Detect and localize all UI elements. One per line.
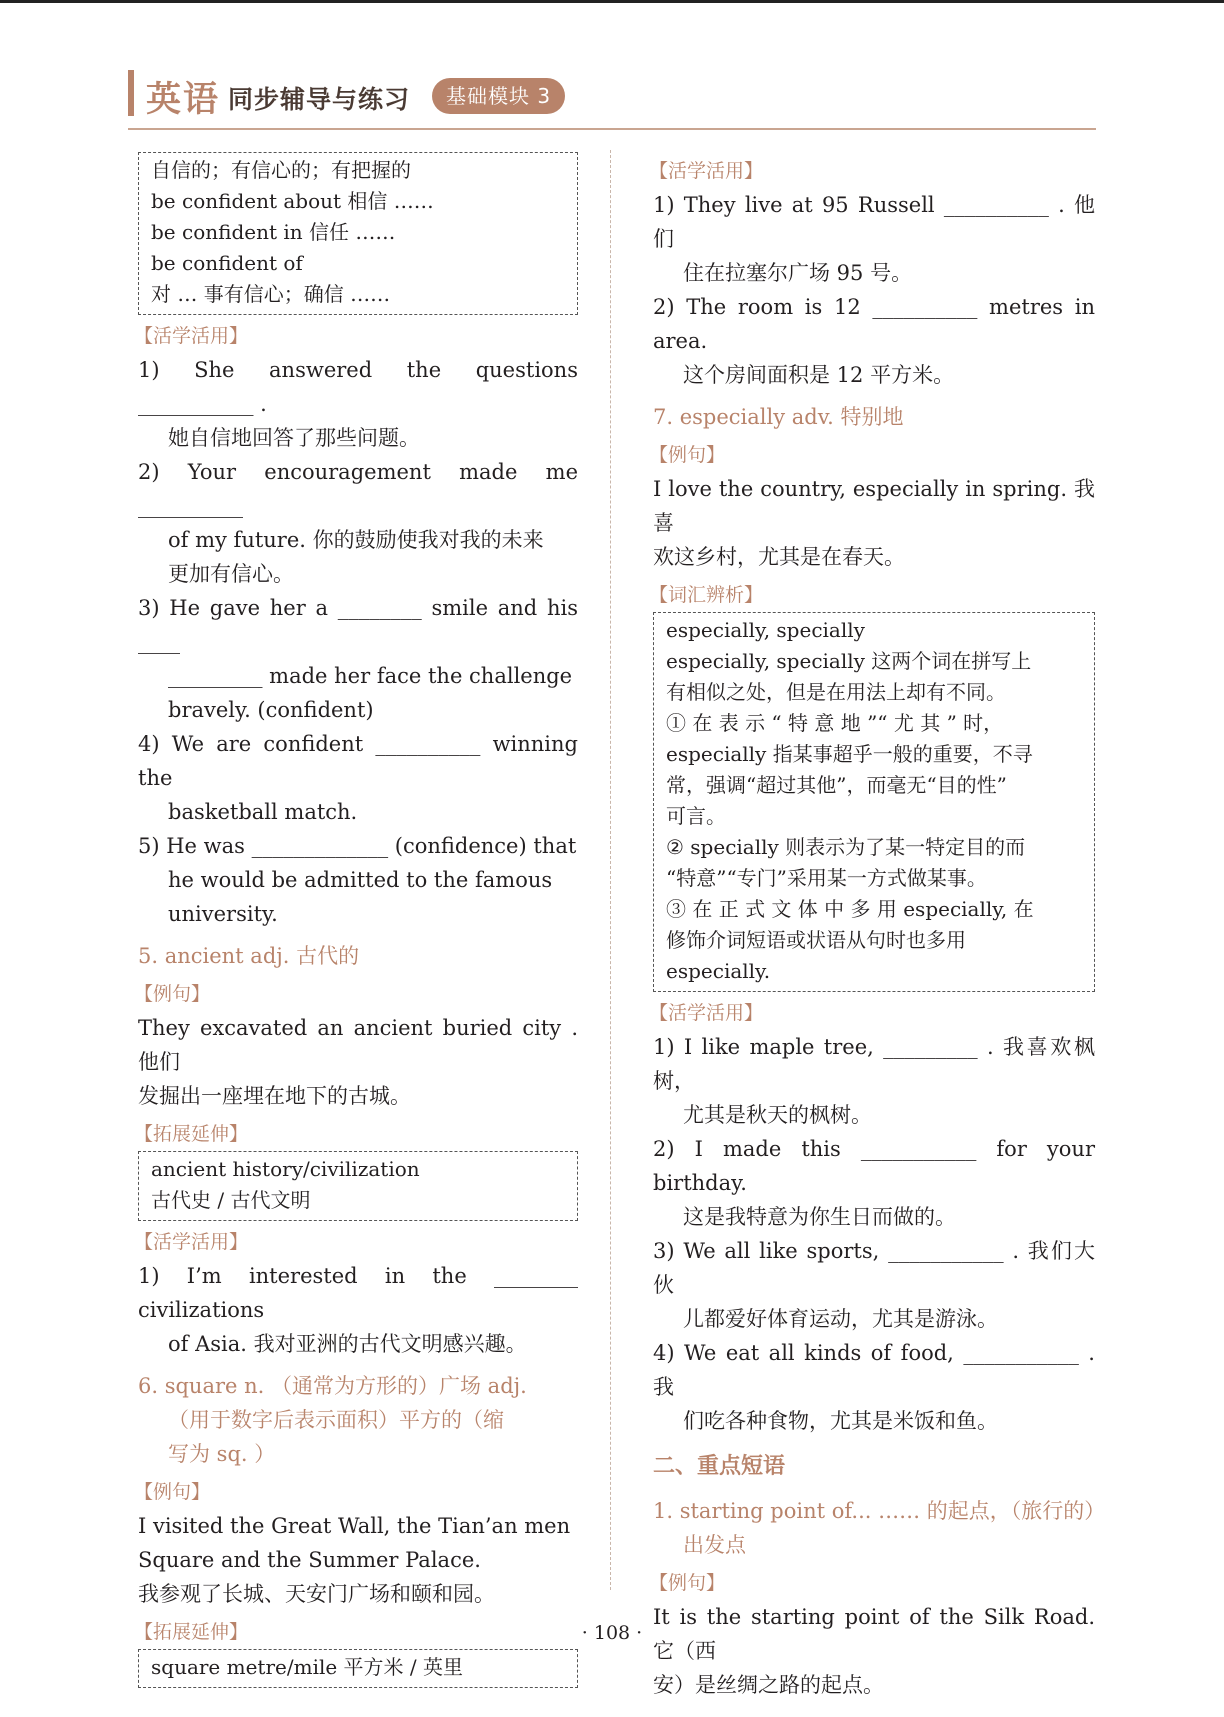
box-line: be confident about 相信 ……: [151, 189, 434, 213]
box-line: be confident of: [151, 251, 303, 275]
box-line: especially.: [666, 959, 771, 983]
exercise-translation: 这是我特意为你生日而做的。: [683, 1205, 956, 1229]
box-line: 有相似之处，但是在用法上却有不同。: [666, 680, 1006, 704]
box-line: ② specially 则表示为了某一特定目的而: [666, 835, 1026, 859]
tag-practice: 【活学活用】: [134, 1231, 249, 1253]
exercise-line: 5) He was _____________ (confidence) that: [138, 834, 577, 858]
header-badge: 基础模块 3: [432, 78, 565, 114]
box-line: ① 在 表 示 “ 特 意 地 ”“ 尤 其 ” 时，: [666, 711, 1004, 735]
exercise-line: 2) Your encouragement made me __________: [138, 460, 578, 518]
column-divider: [610, 150, 611, 1590]
tag-practice: 【活学活用】: [649, 160, 764, 182]
tag-example: 【例句】: [134, 983, 211, 1005]
extend-box-square: [138, 1649, 578, 1688]
left-column: [134, 150, 578, 1692]
header-title: 英语: [146, 80, 221, 120]
exercise-translation: 住在拉塞尔广场 95 号。: [683, 261, 913, 285]
box-line: ancient history/civilization: [151, 1157, 420, 1181]
entry-square: [138, 1369, 578, 1471]
definition-box-confident: [138, 152, 578, 315]
box-line: especially, specially: [666, 618, 865, 642]
tag-analysis: 【词汇辨析】: [649, 584, 764, 606]
exercise-line: bravely. (confident): [168, 698, 374, 722]
box-line: 修饰介词短语或状语从句时也多用: [666, 928, 966, 952]
exercise-line: of my future. 你的鼓励使我对我的未来: [168, 528, 544, 552]
exercise-translation: 她自信地回答了那些问题。: [168, 426, 420, 450]
tag-extend: 【拓展延伸】: [134, 1123, 249, 1145]
example-line: I visited the Great Wall, the Tian’an men: [138, 1514, 571, 1538]
example-line: 发掘出一座埋在地下的古城。: [138, 1084, 411, 1108]
example-line: They excavated an ancient buried city . 他们: [138, 1016, 578, 1074]
tag-example: 【例句】: [134, 1481, 211, 1503]
section-heading-phrases: 二、重点短语: [653, 1454, 786, 1479]
entry-line: 6. square n. （通常为方形的）广场 adj.: [138, 1374, 527, 1398]
exercise-translation: 们吃各种食物，尤其是米饭和鱼。: [683, 1409, 998, 1433]
header-accent-bar: [128, 70, 134, 116]
tag-example: 【例句】: [649, 1572, 726, 1594]
entry-starting-point: [653, 1494, 1106, 1562]
exercise-line: 1) I like maple tree, _________ . 我喜欢枫树，: [653, 1035, 1095, 1093]
exercise-line: 3) We all like sports, ___________ . 我们大伙: [653, 1239, 1095, 1297]
box-line: “特意”“专门”采用某一方式做某事。: [666, 866, 987, 890]
header-subtitle: 同步辅导与练习: [228, 85, 411, 114]
analysis-box-especially: [653, 612, 1095, 992]
exercise-translation: of Asia. 我对亚洲的古代文明感兴趣。: [168, 1332, 527, 1356]
entry-line: 1. starting point of... …… 的起点，（旅行的）: [653, 1499, 1106, 1523]
box-line: especially, specially 这两个词在拼写上: [666, 649, 1032, 673]
box-line: especially 指某事超乎一般的重要，不寻: [666, 742, 1033, 766]
exercise-line: university.: [168, 902, 278, 926]
box-line: 常，强调“超过其他”，而毫无“目的性”: [666, 773, 1007, 797]
example-line: It is the starting point of the Silk Road. 它（西: [653, 1605, 1095, 1663]
exercise-translation: 更加有信心。: [168, 562, 294, 586]
header-rule: [128, 128, 1096, 130]
page-number: · 108 ·: [581, 1622, 643, 1644]
exercise-line: 2) I made this ___________ for your birthday.: [653, 1137, 1095, 1195]
exercise-line: 1) They live at 95 Russell __________ . 他们: [653, 193, 1095, 251]
exercise-line: basketball match.: [168, 800, 358, 824]
exercise-line: 4) We are confident __________ winning the: [138, 732, 578, 790]
tag-practice: 【活学活用】: [649, 1002, 764, 1024]
example-line: 我参观了长城、天安门广场和颐和园。: [138, 1582, 495, 1606]
exercise-line: 1) She answered the questions ___________ .: [138, 358, 578, 416]
box-line: 自信的；有信心的；有把握的: [151, 158, 411, 182]
box-line: ③ 在 正 式 文 体 中 多 用 especially, 在: [666, 897, 1034, 921]
entry-ancient: 5. ancient adj. 古代的: [138, 944, 360, 968]
example-line: 欢这乡村，尤其是在春天。: [653, 545, 905, 569]
example-line: I love the country, especially in spring. 我喜: [653, 477, 1095, 535]
exercise-line: 1) I’m interested in the ________ civilizations: [138, 1264, 578, 1322]
tag-practice: 【活学活用】: [134, 325, 249, 347]
exercise-line: _________ made her face the challenge: [168, 664, 573, 688]
exercise-line: 3) He gave her a ________ smile and his ____: [138, 596, 578, 654]
box-line: 可言。: [666, 804, 726, 828]
exercise-line: 4) We eat all kinds of food, ___________ . 我: [653, 1341, 1095, 1399]
tag-extend: 【拓展延伸】: [134, 1621, 249, 1643]
entry-line: 出发点: [683, 1533, 746, 1557]
box-line: 对 … 事有信心；确信 ……: [151, 282, 391, 306]
example-line: Square and the Summer Palace.: [138, 1548, 481, 1572]
box-line: 古代史 / 古代文明: [151, 1188, 311, 1212]
entry-line: （用于数字后表示面积）平方的（缩: [168, 1408, 504, 1432]
top-border: [0, 0, 1224, 3]
tag-example: 【例句】: [649, 444, 726, 466]
example-line: 安）是丝绸之路的起点。: [653, 1673, 884, 1697]
right-column: [649, 150, 1106, 1702]
page-header: [128, 68, 1096, 130]
entry-especially: 7. especially adv. 特别地: [653, 405, 904, 429]
box-line: be confident in 信任 ……: [151, 220, 396, 244]
exercise-translation: 儿都爱好体育运动，尤其是游泳。: [683, 1307, 998, 1331]
entry-line: 写为 sq. ）: [168, 1442, 276, 1466]
exercise-translation: 尤其是秋天的枫树。: [683, 1103, 872, 1127]
extend-box-ancient: [138, 1151, 578, 1221]
box-line: square metre/mile 平方米 / 英里: [151, 1655, 464, 1679]
exercise-line: he would be admitted to the famous: [168, 868, 553, 892]
exercise-line: 2) The room is 12 __________ metres in area.: [653, 295, 1095, 353]
exercise-translation: 这个房间面积是 12 平方米。: [683, 363, 955, 387]
